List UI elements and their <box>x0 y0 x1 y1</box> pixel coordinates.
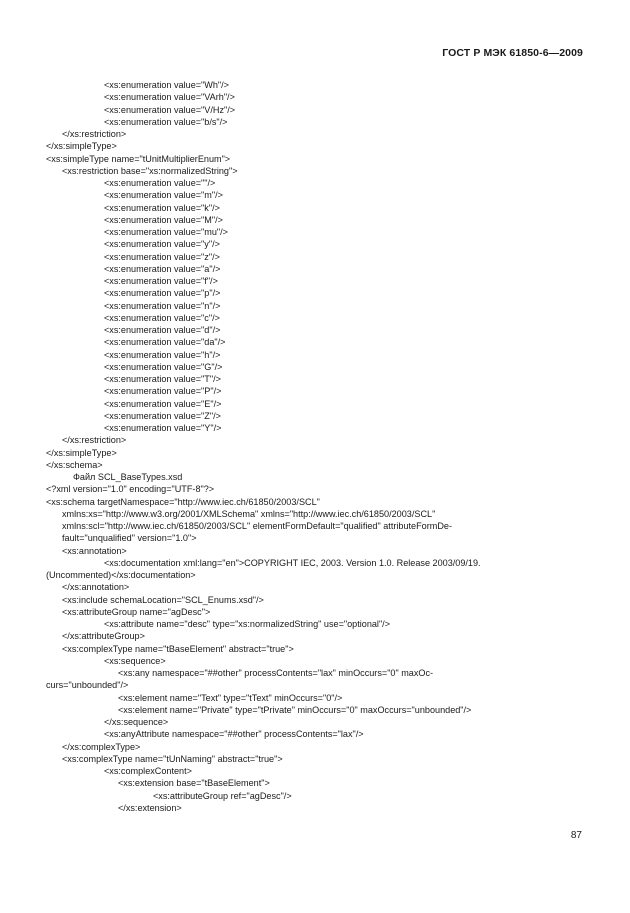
code-line: <xs:restriction base="xs:normalizedString"> <box>62 165 238 176</box>
code-line: <xs:any namespace="##other" processContents="lax" minOccurs="0" maxOc- <box>118 668 434 678</box>
code-line: <xs:enumeration value="V/Hz"/> <box>104 104 236 115</box>
code-line: <xs:documentation xml:lang="en">COPYRIGHT IEC, 2003. Version 1.0. Release 2003/09/19. <box>104 557 481 568</box>
code-line: <xs:enumeration value="Y"/> <box>104 423 222 433</box>
code-line: </xs:extension> <box>118 802 182 813</box>
code-line: xmlns:scl="http://www.iec.ch/61850/2003/SCL" elementFormDefault="qualified" attributeFormDe- <box>62 521 452 531</box>
code-line: <xs:enumeration value="p"/> <box>104 288 221 299</box>
code-line: <xs:enumeration value="c"/> <box>104 312 220 323</box>
page-number: 87 <box>570 830 582 841</box>
code-line: <xs:enumeration value="y"/> <box>104 239 220 250</box>
code-line: </xs:simpleType> <box>46 141 117 152</box>
code-line: <xs:enumeration value="h"/> <box>104 349 221 360</box>
code-line: <xs:element name="Private" type="tPrivate" minOccurs="0" maxOccurs="unbounded"/> <box>118 704 472 715</box>
code-line: <xs:enumeration value="Z"/> <box>104 410 221 421</box>
code-line: </xs:annotation> <box>62 582 130 593</box>
code-line: Файл SCL_BaseTypes.xsd <box>73 472 183 482</box>
code-line: <xs:element name="Text" type="tText" minOccurs="0"/> <box>118 692 343 703</box>
code-line: <xs:enumeration value="E"/> <box>104 398 222 409</box>
code-line: </xs:complexType> <box>62 741 141 752</box>
code-line: <xs:attributeGroup ref="agDesc"/> <box>153 790 292 801</box>
code-line: <xs:attribute name="desc" type="xs:normalizedString" use="optional"/> <box>104 619 391 629</box>
code-line: <xs:enumeration value="k"/> <box>104 202 220 213</box>
code-line: <xs:enumeration value="f"/> <box>104 276 218 286</box>
code-line: </xs:attributeGroup> <box>62 631 145 642</box>
code-line: <xs:simpleType name="tUnitMultiplierEnum"> <box>46 153 231 164</box>
code-line: <xs:annotation> <box>62 545 127 556</box>
code-line: <xs:enumeration value="m"/> <box>104 190 223 201</box>
document-body <box>46 79 586 814</box>
code-line: <xs:enumeration value=""/> <box>104 178 216 188</box>
code-line: </xs:simpleType> <box>46 447 117 458</box>
code-line: <xs:complexType name="tUnNaming" abstract="true"> <box>62 753 283 764</box>
code-line: <xs:enumeration value="n"/> <box>104 300 221 311</box>
code-line: <xs:enumeration value="a"/> <box>104 263 221 274</box>
code-line: </xs:restriction> <box>62 435 127 446</box>
code-line: fault="unqualified" version="1.0"> <box>62 533 197 544</box>
code-line: (Uncommented)</xs:documentation> <box>46 570 196 580</box>
code-line: <xs:enumeration value="z"/> <box>104 251 220 262</box>
code-line: <xs:enumeration value="VArh"/> <box>104 92 235 103</box>
code-line: <xs:enumeration value="M"/> <box>104 214 223 225</box>
standard-code-header: ГОСТ Р МЭК 61850-6—2009 <box>442 47 583 59</box>
code-line: <xs:enumeration value="P"/> <box>104 386 222 397</box>
code-line: <xs:enumeration value="mu"/> <box>104 227 228 237</box>
code-line: <xs:enumeration value="T"/> <box>104 374 221 384</box>
code-line: <xs:complexType name="tBaseElement" abstract="true"> <box>62 643 294 654</box>
code-line: <xs:sequence> <box>104 655 166 666</box>
code-line: </xs:restriction> <box>62 129 127 139</box>
code-line: <xs:enumeration value="G"/> <box>104 361 223 372</box>
code-line: <xs:complexContent> <box>104 766 192 776</box>
code-line: </xs:schema> <box>46 459 103 470</box>
code-line: <xs:include schemaLocation="SCL_Enums.xsd"/> <box>62 594 264 605</box>
code-line: <xs:enumeration value="d"/> <box>104 325 221 335</box>
code-line: <xs:extension base="tBaseElement"> <box>118 778 270 789</box>
code-line: <xs:schema targetNamespace="http://www.iec.ch/61850/2003/SCL" <box>46 496 320 507</box>
code-line: <xs:attributeGroup name="agDesc"> <box>62 606 211 617</box>
code-line: xmlns:xs="http://www.w3.org/2001/XMLSchema" xmlns="http://www.iec.ch/61850/2003/SCL" <box>62 508 436 519</box>
code-line: <xs:enumeration value="Wh"/> <box>104 80 229 90</box>
code-line: <xs:enumeration value="da"/> <box>104 337 226 348</box>
code-line: <?xml version="1.0" encoding="UTF-8"?> <box>46 484 215 495</box>
code-line: <xs:enumeration value="b/s"/> <box>104 116 228 127</box>
code-line: </xs:sequence> <box>104 717 169 727</box>
code-line: <xs:anyAttribute namespace="##other" processContents="lax"/> <box>104 729 364 740</box>
code-line: curs="unbounded"/> <box>46 680 129 691</box>
